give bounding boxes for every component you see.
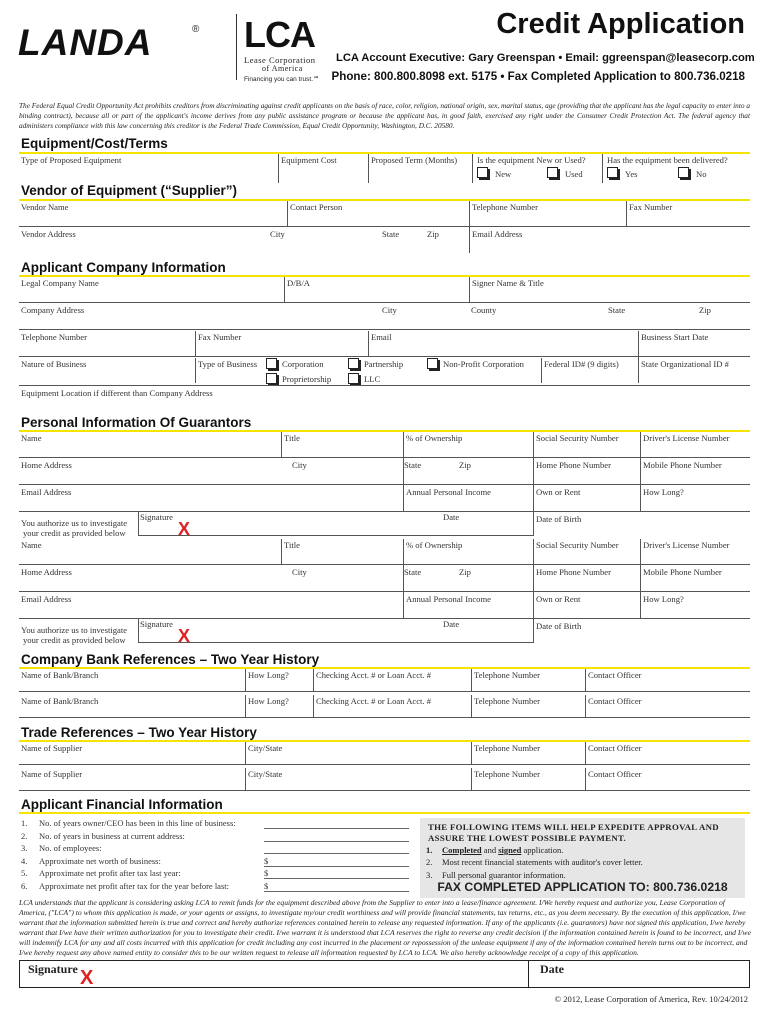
guarantor-date-label: Date	[443, 619, 460, 629]
guarantor-home-phone-label: Home Phone Number	[536, 460, 611, 470]
federal-id-label: Federal ID# (9 digits)	[544, 359, 619, 369]
vendor-zip-label: Zip	[427, 229, 439, 239]
financial-item-label: No. of employees:	[39, 843, 102, 854]
guarantor-own-rent-label: Own or Rent	[536, 487, 581, 497]
guarantor-ssn-label: Social Security Number	[536, 433, 619, 443]
divider	[287, 201, 288, 226]
logo-divider	[236, 14, 237, 80]
financial-item-num: 6.	[21, 881, 28, 891]
guarantor-how-long-label: How Long?	[643, 594, 684, 604]
bank-account-label: Checking Acct. # or Loan Acct. #	[316, 696, 432, 706]
signer-label: Signer Name & Title	[472, 278, 544, 288]
company-fax-label: Fax Number	[198, 332, 242, 342]
financial-item-prefix: $	[264, 881, 269, 891]
section-rule	[19, 199, 750, 201]
guarantor-title-label: Title	[284, 540, 300, 550]
footer-date-label: Date	[540, 962, 564, 976]
supplier-city-state-label: City/State	[248, 743, 283, 753]
no-checkbox[interactable]	[678, 167, 689, 178]
guarantor-license-label: Driver's License Number	[643, 540, 730, 550]
divider	[278, 154, 279, 183]
used-checkbox[interactable]	[547, 167, 558, 178]
legal-text: LCA understands that the applicant is considering asking LCA to remit funds for the equipment described above from the Supplier to enter into a lease/finance agreement. I/We hereby request and authorize you, Lease Corporation of America, ("LCA") to whom this application is made, or your agents or assigns, to investigate my/our credit worthiness and will provide financial statements, tax returns, etc., as you deem necessary. By the execution of this application, I/we warrant that the information submitted herein is true and correct and hereby authorize references contained herein to release any requested information. If any of the applicants (i.e. guarantors) have not signed this application, I/we hereby warrant that I/we have their written authorization for you to investigate their credit. I/we warrant it is understood that LCA reserves the right to reverse any credit decision if the information contained herein is found to be incorrect, and I/we will indemnify LCA for any and all costs incurred with this application for credit including any cost incurred in the placement or repossession of the unlease equipment if any of the information contained herein turns out to be incorrect, and I/we hereby request any above named entity to consider this to be our written request to release all information requested by LCA to LCA. We also hereby acknowledge receipt of a copy of this application.	[19, 898, 751, 957]
financial-item-num: 3.	[21, 843, 28, 854]
guarantor-own-rent-label: Own or Rent	[536, 594, 581, 604]
nature-label: Nature of Business	[21, 359, 87, 369]
dba-label: D/B/A	[287, 278, 310, 288]
divider	[195, 331, 196, 356]
divider	[472, 154, 473, 183]
nonprofit-label: Non-Profit Corporation	[443, 359, 524, 369]
financial-item-prefix: $	[264, 855, 269, 866]
no-label: No	[696, 169, 707, 179]
divider	[245, 742, 246, 764]
section-bank: Company Bank References – Two Year History	[21, 652, 320, 667]
yes-label: Yes	[625, 169, 638, 179]
divider	[471, 768, 472, 790]
landa-logo: LANDA	[18, 22, 153, 63]
proprietorship-label: Proprietorship	[282, 374, 332, 384]
tagline: Financing you can trust.℠	[244, 76, 320, 83]
financial-answer-line[interactable]	[264, 866, 409, 867]
guarantor-sign-mark: X	[178, 626, 191, 646]
divider	[471, 695, 472, 717]
divider	[469, 277, 470, 302]
financial-item-num: 2.	[21, 830, 28, 841]
section-guarantors: Personal Information Of Guarantors	[21, 415, 252, 430]
row-rule	[19, 484, 750, 485]
equipment-location-label: Equipment Location if different than Company Address	[21, 388, 213, 398]
corporation-label: Corporation	[282, 359, 324, 369]
vendor-address-label: Vendor Address	[21, 229, 76, 239]
row-rule	[19, 302, 750, 303]
guarantor-state-label: State	[404, 460, 422, 470]
divider	[602, 154, 603, 183]
signature-box[interactable]	[19, 960, 750, 988]
divider	[469, 201, 470, 253]
bank-how-long-label: How Long?	[248, 696, 289, 706]
company-state-label: State	[608, 305, 626, 315]
company-city-label: City	[382, 305, 397, 315]
financial-answer-line[interactable]	[264, 828, 409, 829]
divider	[528, 960, 529, 988]
vendor-state-label: State	[382, 229, 400, 239]
partnership-checkbox[interactable]	[348, 358, 359, 369]
fax-line: FAX COMPLETED APPLICATION TO: 800.736.0218	[437, 880, 728, 894]
divider	[403, 539, 404, 618]
nonprofit-checkbox[interactable]	[427, 358, 438, 369]
vendor-fax-label: Fax Number	[629, 202, 673, 212]
financial-item-label: Approximate net profit after tax last year:	[39, 868, 181, 879]
footer-signature-label: Signature	[28, 962, 78, 976]
divider	[403, 432, 404, 511]
vendor-email-label: Email Address	[472, 229, 523, 239]
section-trade: Trade References – Two Year History	[21, 725, 257, 740]
guarantor-city-label: City	[292, 567, 307, 577]
section-applicant: Applicant Company Information	[21, 260, 226, 275]
guarantor-ssn-label: Social Security Number	[536, 540, 619, 550]
guarantor-signature-label: Signature	[140, 512, 173, 522]
financial-answer-line[interactable]	[264, 853, 409, 854]
section-financial: Applicant Financial Information	[21, 797, 223, 812]
bank-name-label: Name of Bank/Branch	[21, 696, 99, 706]
guarantor-signature-field[interactable]	[138, 511, 534, 539]
financial-item-label: No. of years owner/CEO has been in this line of business:	[39, 818, 236, 828]
row-rule	[19, 790, 750, 791]
equipment-type-label: Type of Proposed Equipment	[21, 155, 122, 165]
start-date-label: Business Start Date	[641, 332, 709, 342]
corporation-checkbox[interactable]	[266, 358, 277, 369]
divider	[245, 695, 246, 717]
row-rule	[19, 226, 750, 227]
new-checkbox[interactable]	[477, 167, 488, 178]
contact-person-label: Contact Person	[290, 202, 343, 212]
divider	[245, 768, 246, 790]
divider	[533, 511, 534, 536]
bank-name-label: Name of Bank/Branch	[21, 670, 99, 680]
section-rule	[19, 152, 750, 154]
company-county-label: County	[471, 305, 497, 315]
vendor-phone-label: Telephone Number	[472, 202, 538, 212]
expedite-item-1: 1. Completed and signed application.	[426, 845, 564, 855]
guarantor-dob-label: Date of Birth	[536, 514, 582, 524]
section-vendor: Vendor of Equipment (“Supplier”)	[21, 183, 237, 198]
yes-checkbox[interactable]	[607, 167, 618, 178]
expedite-item-3: 3. Full personal guarantor information.	[426, 870, 566, 880]
used-label: Used	[565, 169, 583, 179]
guarantor-ownership-label: % of Ownership	[406, 540, 463, 550]
divider	[640, 539, 641, 618]
copyright: © 2012, Lease Corporation of America, Rev. 10/24/2012	[554, 994, 748, 1004]
divider	[471, 669, 472, 691]
supplier-officer-label: Contact Officer	[588, 743, 642, 753]
equipment-cost-label: Equipment Cost	[281, 155, 337, 165]
guarantor-signature-field[interactable]	[138, 618, 534, 646]
row-rule	[19, 356, 750, 357]
supplier-name-label: Name of Supplier	[21, 769, 83, 779]
divider	[640, 432, 641, 511]
financial-answer-line[interactable]	[264, 841, 409, 842]
legal-name-label: Legal Company Name	[21, 278, 99, 288]
bank-phone-label: Telephone Number	[474, 696, 540, 706]
guarantor-ownership-label: % of Ownership	[406, 433, 463, 443]
divider	[638, 331, 639, 383]
guarantor-name-label: Name	[21, 540, 42, 550]
divider	[541, 358, 542, 383]
authorize-line-1: You authorize us to investigate	[21, 518, 128, 528]
section-equipment: Equipment/Cost/Terms	[21, 136, 168, 151]
new-label: New	[495, 169, 512, 179]
page-title: Credit Application	[496, 8, 745, 40]
guarantor-zip-label: Zip	[459, 460, 471, 470]
company-phone-label: Telephone Number	[21, 332, 87, 342]
section-rule	[19, 812, 750, 814]
divider	[368, 331, 369, 356]
row-rule	[19, 691, 750, 692]
section-rule	[19, 275, 750, 277]
divider	[281, 432, 282, 457]
llc-label: LLC	[364, 374, 381, 384]
registered-mark: ®	[192, 24, 200, 35]
guarantor-title-label: Title	[284, 433, 300, 443]
guarantor-home-address-label: Home Address	[21, 567, 72, 577]
partnership-label: Partnership	[364, 359, 404, 369]
divider	[585, 742, 586, 764]
row-rule	[19, 764, 750, 765]
supplier-phone-label: Telephone Number	[474, 769, 540, 779]
financial-item-num: 4.	[21, 855, 28, 866]
divider	[533, 539, 534, 618]
guarantor-sign-mark: X	[178, 519, 191, 539]
financial-item-num: 5.	[21, 868, 28, 879]
financial-item-label: Approximate net profit after tax for the year before last:	[39, 881, 229, 891]
company-zip-label: Zip	[699, 305, 711, 315]
divider	[281, 539, 282, 564]
financial-item-label: Approximate net worth of business:	[39, 855, 161, 866]
divider	[245, 669, 246, 691]
vendor-name-label: Vendor Name	[21, 202, 69, 212]
row-rule	[19, 564, 750, 565]
divider	[313, 695, 314, 717]
guarantor-date-label: Date	[443, 512, 460, 522]
financial-answer-line[interactable]	[264, 891, 409, 892]
divider	[533, 432, 534, 511]
contact-line-2: Phone: 800.800.8098 ext. 5175 • Fax Completed Application to 800.736.0218	[331, 70, 745, 83]
divider	[585, 768, 586, 790]
guarantor-license-label: Driver's License Number	[643, 433, 730, 443]
divider	[368, 154, 369, 183]
proposed-term-label: Proposed Term (Months)	[371, 155, 458, 165]
authorize-line-1: You authorize us to investigate	[21, 625, 128, 635]
section-rule	[19, 667, 750, 669]
llc-checkbox[interactable]	[348, 373, 359, 384]
company-address-label: Company Address	[21, 305, 85, 315]
row-rule	[19, 717, 750, 718]
guarantor-income-label: Annual Personal Income	[406, 594, 491, 604]
authorize-line-2: your credit as provided below	[23, 528, 126, 538]
section-rule	[19, 740, 750, 742]
guarantor-dob-label: Date of Birth	[536, 621, 582, 631]
disclaimer: The Federal Equal Credit Opportunity Act prohibits creditors from discriminating against credit applicants on the basis of race, color, religion, national origin, sex, marital status, age (providing that the applicant has the legal capacity to enter into a binding contract), because all or part of the applicant's income derives from any public assistance program or because the applicant has, in good faith, exercised any right under the Consumer Credit Protection Act. The federal agency that administers compliance with this law concerning this creditor is the Federal Trade Commission, Equal Credit Opportunity, Washington, D.C. 20580.	[19, 101, 750, 131]
expedite-item-2: 2. Most recent financial statements with auditor's cover letter.	[426, 857, 643, 867]
proprietorship-checkbox[interactable]	[266, 373, 277, 384]
divider	[195, 358, 196, 383]
guarantor-income-label: Annual Personal Income	[406, 487, 491, 497]
supplier-name-label: Name of Supplier	[21, 743, 83, 753]
financial-item-label: No. of years in business at current address:	[39, 830, 185, 841]
lca-full-name-1: Lease Corporation	[244, 55, 316, 65]
row-rule	[19, 591, 750, 592]
contact-line-1: LCA Account Executive: Gary Greenspan • Email: ggreenspan@leasecorp.com	[336, 52, 755, 64]
guarantor-city-label: City	[292, 460, 307, 470]
divider	[585, 669, 586, 691]
divider	[585, 695, 586, 717]
vendor-city-label: City	[270, 229, 285, 239]
supplier-city-state-label: City/State	[248, 769, 283, 779]
guarantor-email-label: Email Address	[21, 487, 72, 497]
financial-item-num: 1.	[21, 818, 28, 828]
divider	[471, 742, 472, 764]
company-email-label: Email	[371, 332, 392, 342]
guarantor-zip-label: Zip	[459, 567, 471, 577]
row-rule	[19, 385, 750, 386]
lca-logo: LCA	[244, 14, 315, 55]
guarantor-mobile-phone-label: Mobile Phone Number	[643, 567, 722, 577]
supplier-officer-label: Contact Officer	[588, 769, 642, 779]
expedite-heading-2: ASSURE THE LOWEST POSSIBLE PAYMENT.	[428, 833, 626, 843]
bank-officer-label: Contact Officer	[588, 696, 642, 706]
state-org-id-label: State Organizational ID #	[641, 359, 729, 369]
business-type-label: Type of Business	[198, 359, 258, 369]
guarantor-state-label: State	[404, 567, 422, 577]
financial-item-prefix: $	[264, 868, 269, 879]
signature-mark: X	[80, 967, 94, 989]
guarantor-signature-label: Signature	[140, 619, 173, 629]
divider	[626, 201, 627, 226]
expedite-heading-1: THE FOLLOWING ITEMS WILL HELP EXPEDITE APPROVAL AND	[428, 822, 719, 832]
supplier-phone-label: Telephone Number	[474, 743, 540, 753]
delivered-question: Has the equipment been delivered?	[607, 155, 728, 165]
guarantor-mobile-phone-label: Mobile Phone Number	[643, 460, 722, 470]
bank-how-long-label: How Long?	[248, 670, 289, 680]
divider	[313, 669, 314, 691]
authorize-line-2: your credit as provided below	[23, 635, 126, 645]
guarantor-home-address-label: Home Address	[21, 460, 72, 470]
guarantor-email-label: Email Address	[21, 594, 72, 604]
new-used-question: Is the equipment New or Used?	[477, 155, 586, 165]
lca-full-name-2: of America	[262, 64, 303, 73]
row-rule	[19, 457, 750, 458]
bank-phone-label: Telephone Number	[474, 670, 540, 680]
divider	[284, 277, 285, 302]
guarantor-name-label: Name	[21, 433, 42, 443]
financial-answer-line[interactable]	[264, 878, 409, 879]
guarantor-how-long-label: How Long?	[643, 487, 684, 497]
row-rule	[19, 329, 750, 330]
guarantor-home-phone-label: Home Phone Number	[536, 567, 611, 577]
divider	[533, 618, 534, 643]
bank-account-label: Checking Acct. # or Loan Acct. #	[316, 670, 432, 680]
bank-officer-label: Contact Officer	[588, 670, 642, 680]
